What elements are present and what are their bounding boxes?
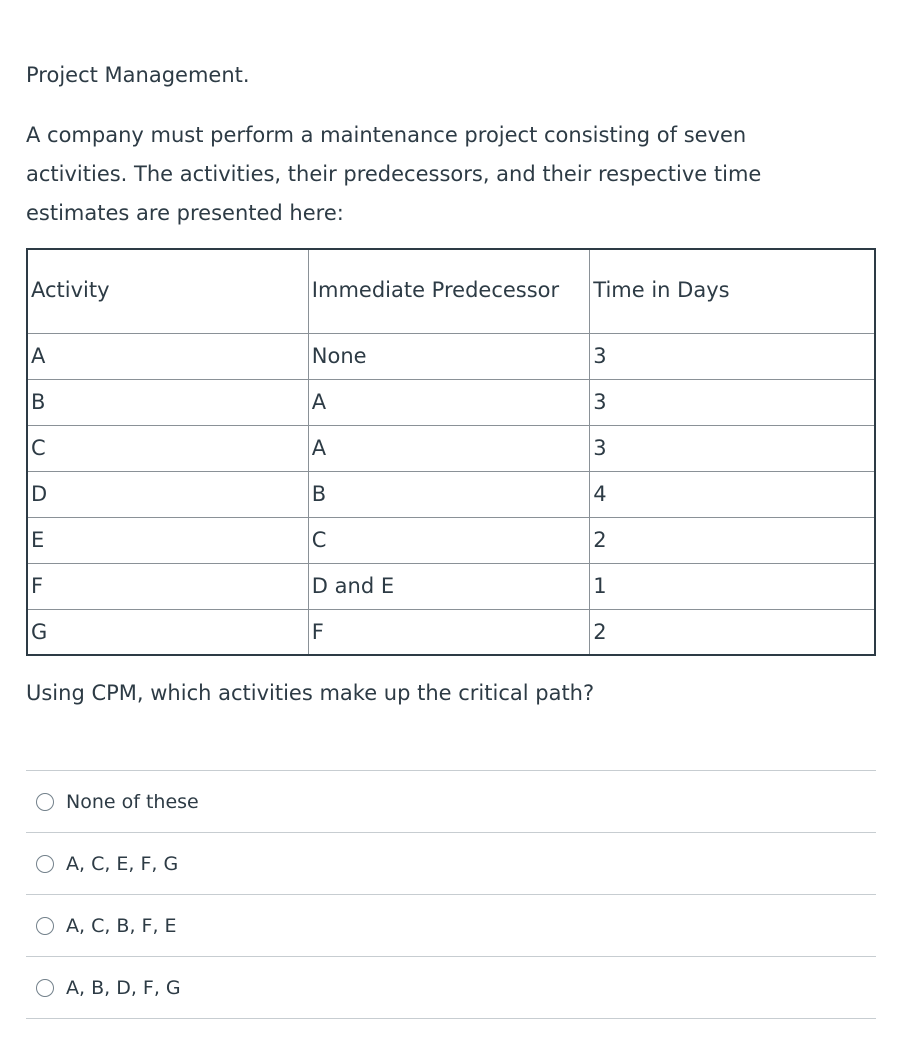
header-activity: Activity xyxy=(27,249,308,333)
cell-time: 3 xyxy=(590,425,875,471)
table-row xyxy=(27,609,875,655)
table-row xyxy=(27,471,875,517)
answer-label: A, C, E, F, G xyxy=(66,852,179,875)
cell-activity: C xyxy=(27,425,308,471)
radio-button[interactable] xyxy=(36,917,54,935)
cell-predecessor: A xyxy=(308,379,589,425)
cell-time: 3 xyxy=(590,333,875,379)
table-row xyxy=(27,517,875,563)
table-row xyxy=(27,333,875,379)
cell-predecessor: B xyxy=(308,471,589,517)
question-title: Project Management. xyxy=(26,63,250,87)
radio-button[interactable] xyxy=(36,793,54,811)
answer-label: A, B, D, F, G xyxy=(66,976,181,999)
cell-predecessor: D and E xyxy=(308,563,589,609)
cell-predecessor: None xyxy=(308,333,589,379)
answer-option-abdfg[interactable] xyxy=(26,957,876,1019)
cell-activity: A xyxy=(27,333,308,379)
cell-time: 3 xyxy=(590,379,875,425)
cell-predecessor: A xyxy=(308,425,589,471)
radio-button[interactable] xyxy=(36,979,54,997)
table-row xyxy=(27,379,875,425)
cell-activity: G xyxy=(27,609,308,655)
answer-option-acefg[interactable] xyxy=(26,833,876,895)
question-prompt: Using CPM, which activities make up the critical path? xyxy=(26,681,595,705)
answer-option-acbfe[interactable] xyxy=(26,895,876,957)
cell-predecessor: C xyxy=(308,517,589,563)
radio-button[interactable] xyxy=(36,855,54,873)
cell-activity: D xyxy=(27,471,308,517)
header-immediate-predecessor: Immediate Predecessor xyxy=(308,249,589,333)
answer-label: A, C, B, F, E xyxy=(66,914,177,937)
header-time-in-days: Time in Days xyxy=(590,249,875,333)
cell-time: 2 xyxy=(590,609,875,655)
answer-list xyxy=(26,770,876,1019)
table-row xyxy=(27,425,875,471)
question-intro: A company must perform a maintenance project consisting of seven activities. The activities, their predecessors, and their respective time estimates are presented here: xyxy=(26,123,762,225)
cell-time: 2 xyxy=(590,517,875,563)
table-header-row xyxy=(27,249,875,333)
answer-label: None of these xyxy=(66,790,199,813)
cell-predecessor: F xyxy=(308,609,589,655)
table-row xyxy=(27,563,875,609)
activities-table xyxy=(26,248,876,656)
cell-time: 1 xyxy=(590,563,875,609)
answer-option-none-of-these[interactable] xyxy=(26,771,876,833)
cell-time: 4 xyxy=(590,471,875,517)
cell-activity: F xyxy=(27,563,308,609)
cell-activity: E xyxy=(27,517,308,563)
cell-activity: B xyxy=(27,379,308,425)
